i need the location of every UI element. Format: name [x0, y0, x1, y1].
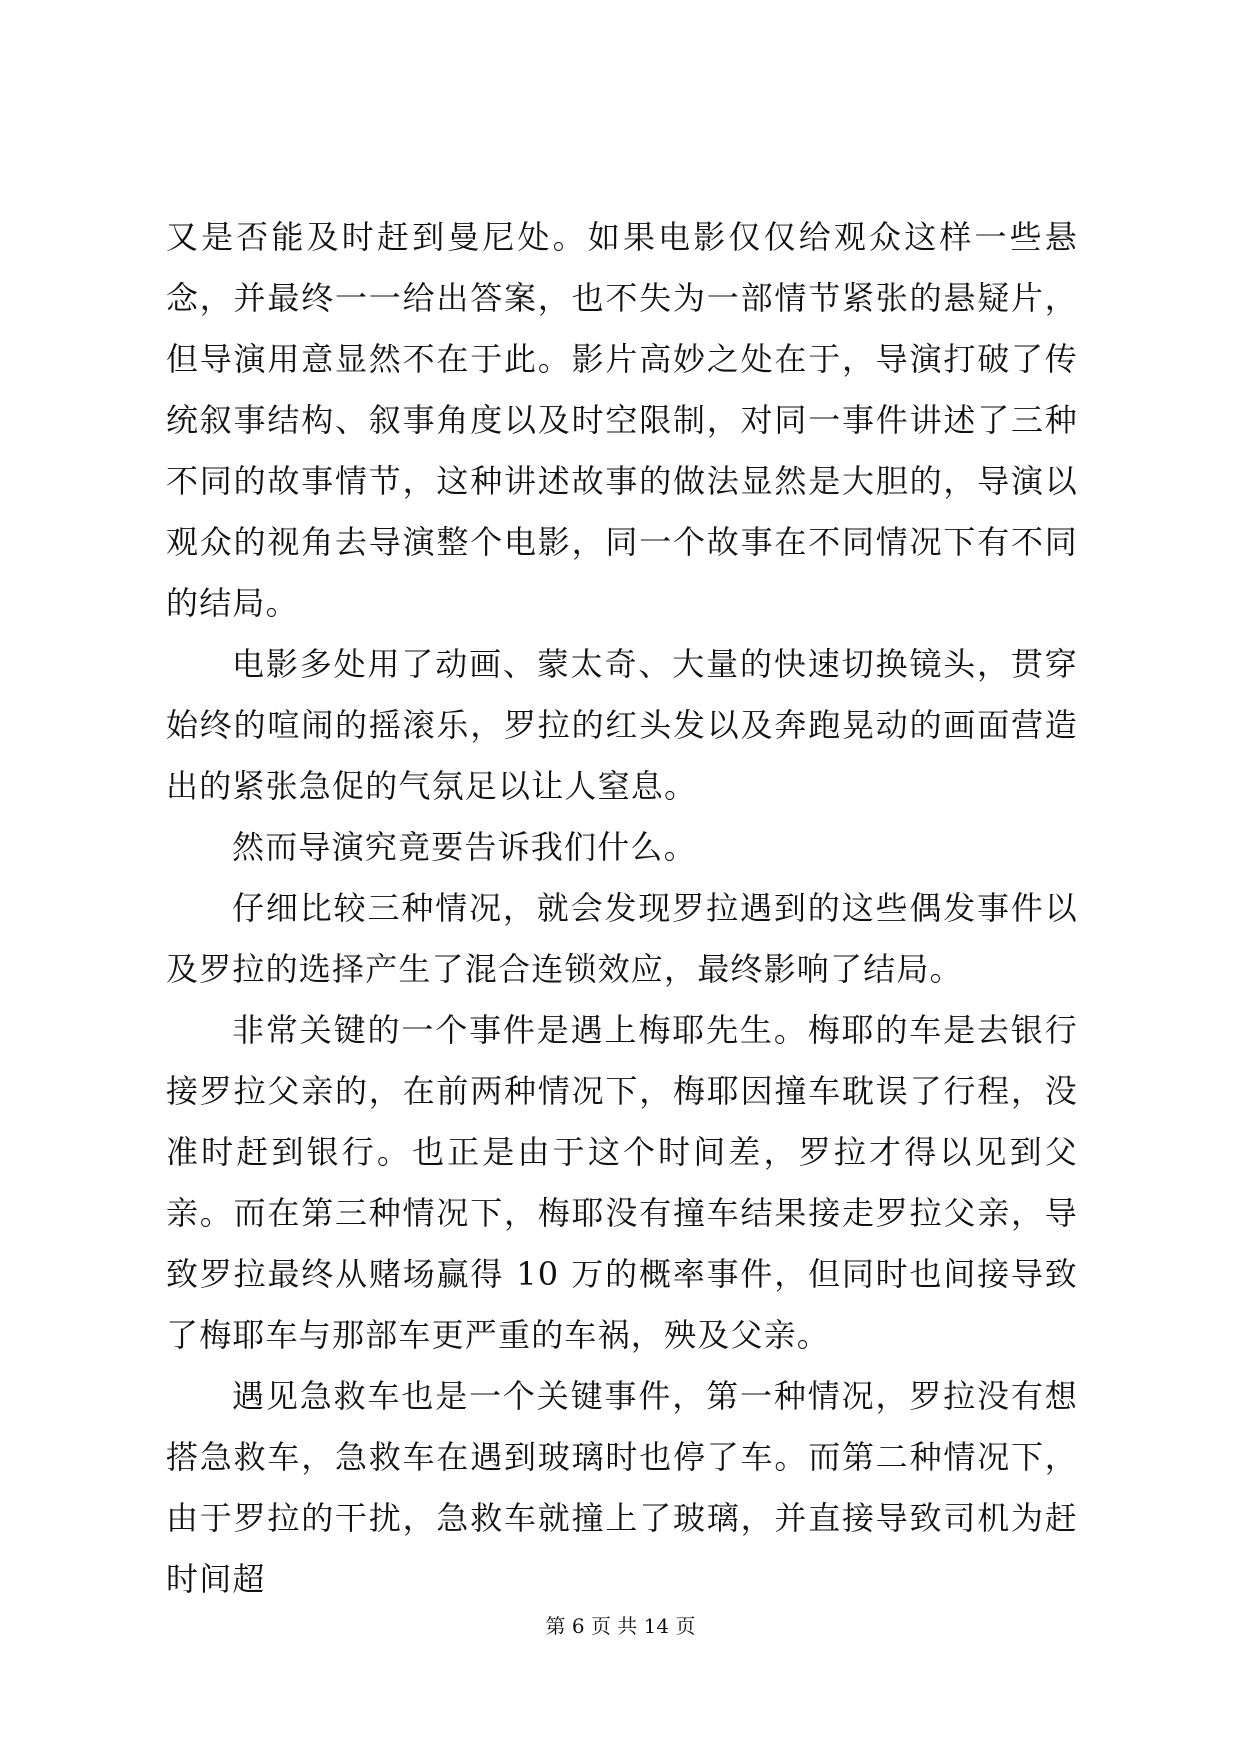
body-text: [166, 207, 1078, 1610]
paragraph-4: 仔细比较三种情况，就会发现罗拉遇到的这些偶发事件以及罗拉的选择产生了混合连锁效应，最终影响了结局。: [166, 889, 1078, 988]
page-number-footer: 第 6 页 共 14 页: [545, 1614, 696, 1638]
paragraph-3: 然而导演究竟要告诉我们什么。: [232, 828, 697, 866]
paragraph-6: 遇见急救车也是一个关键事件，第一种情况，罗拉没有想搭急救车，急救车在遇到玻璃时也停了车。而第二种情况下，由于罗拉的干扰，急救车就撞上了玻璃，并直接导致司机为赶时间超: [166, 1377, 1078, 1598]
paragraph-5: 非常关键的一个事件是遇上梅耶先生。梅耶的车是去银行接罗拉父亲的，在前两种情况下，梅耶因撞车耽误了行程，没准时赶到银行。也正是由于这个时间差，罗拉才得以见到父亲。而在第三种情况下，梅耶没有撞车结果接走罗拉父亲，导致罗拉最终从赌场赢得 10 万的概率事件，但同时也间接导致了梅耶车与那部车更严重的车祸，殃及父亲。: [166, 1011, 1078, 1354]
paragraph-2: 电影多处用了动画、蒙太奇、大量的快速切换镜头，贯穿始终的喧闹的摇滚乐，罗拉的红头发以及奔跑晃动的画面营造出的紧张急促的气氛足以让人窒息。: [166, 645, 1078, 805]
paragraph-1: 又是否能及时赶到曼尼处。如果电影仅仅给观众这样一些悬念，并最终一一给出答案，也不失为一部情节紧张的悬疑片，但导演用意显然不在于此。影片高妙之处在于，导演打破了传统叙事结构、叙事角度以及时空限制，对同一事件讲述了三种不同的故事情节，这种讲述故事的做法显然是大胆的，导演以观众的视角去导演整个电影，同一个故事在不同情况下有不同的结局。: [166, 218, 1078, 622]
